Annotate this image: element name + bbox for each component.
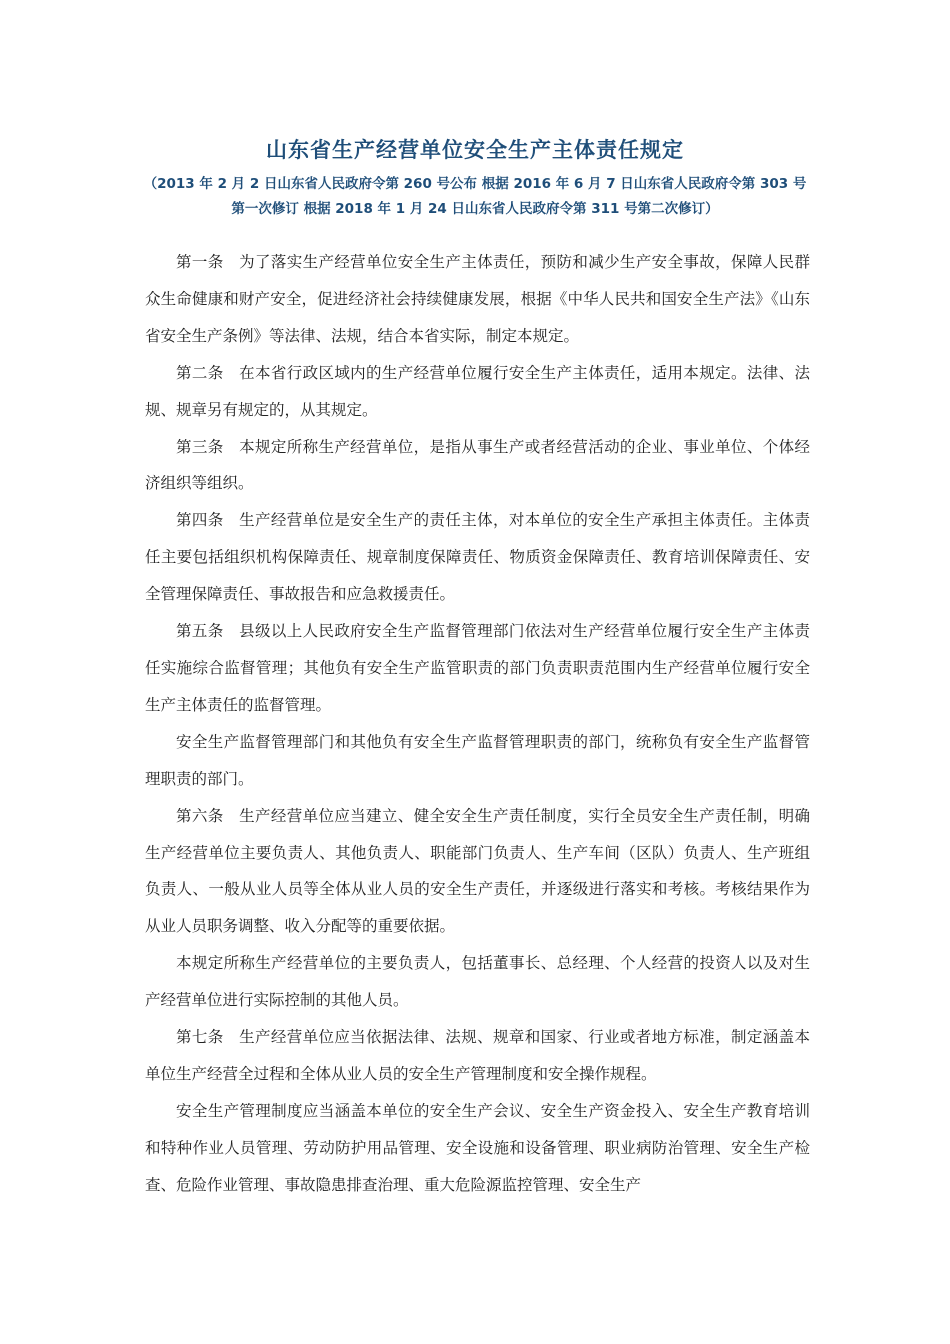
paragraph-text: 本规定所称生产经营单位，是指从事生产或者经营活动的企业、事业单位、个体经济组织等组织。 — [145, 437, 810, 493]
subtitle-line-2: 第一次修订 根据 2018 年 1 月 24 日山东省人民政府令第 311 号第二次修订） — [231, 201, 719, 217]
article-number: 第四条 — [176, 511, 224, 530]
paragraph-text: 生产经营单位应当建立、健全安全生产责任制度，实行全员安全生产责任制，明确生产经营单位主要负责人、其他负责人、职能部门负责人、生产车间（区队）负责人、生产班组负责人、一般从业人员等全体从业人员的安全生产责任，并逐级进行落实和考核。考核结果作为从业人员职务调整、收入分配等的重要依据。 — [145, 806, 810, 936]
paragraph-article-7 — [145, 1019, 810, 1093]
paragraph-text: 县级以上人民政府安全生产监督管理部门依法对生产经营单位履行安全生产主体责任实施综合监督管理；其他负有安全生产监管职责的部门负责职责范围内生产经营单位履行安全生产主体责任的监督管理。 — [145, 622, 810, 714]
paragraph-article-6-continued — [145, 945, 810, 1019]
article-number: 第六条 — [176, 806, 224, 825]
paragraph-article-3 — [145, 429, 810, 503]
paragraph-article-6 — [145, 798, 810, 946]
document-title: 山东省生产经营单位安全生产主体责任规定 — [266, 138, 684, 162]
article-number: 第一条 — [176, 253, 224, 271]
paragraph-article-7-continued — [145, 1093, 810, 1204]
paragraph-text: 安全生产管理制度应当涵盖本单位的安全生产会议、安全生产资金投入、安全生产教育培训和特种作业人员管理、劳动防护用品管理、安全设施和设备管理、职业病防治管理、安全生产检查、危险作业管理、事故隐患排查治理、重大危险源监控管理、安全生产 — [145, 1101, 810, 1194]
paragraph-article-4 — [145, 502, 810, 613]
paragraph-text: 生产经营单位是安全生产的责任主体，对本单位的安全生产承担主体责任。主体责任主要包括组织机构保障责任、规章制度保障责任、物质资金保障责任、教育培训保障责任、安全管理保障责任、事故报告和应急救援责任。 — [145, 511, 810, 604]
article-number: 第三条 — [176, 437, 224, 456]
paragraph-article-1 — [145, 244, 810, 355]
paragraph-text: 本规定所称生产经营单位的主要负责人，包括董事长、总经理、个人经营的投资人以及对生产经营单位进行实际控制的其他人员。 — [145, 954, 810, 1010]
paragraph-text: 在本省行政区域内的生产经营单位履行安全生产主体责任，适用本规定。法律、法规、规章另有规定的，从其规定。 — [145, 363, 810, 419]
paragraph-article-5-continued — [145, 724, 810, 798]
document-header — [0, 132, 950, 222]
article-number: 第二条 — [176, 363, 224, 382]
subtitle-line-1: （2013 年 2 月 2 日山东省人民政府令第 260 号公布 根据 2016 年 6 月 7 日山东省人民政府令第 303 号 — [143, 176, 807, 192]
document-subtitle — [0, 172, 950, 222]
paragraph-text: 安全生产监督管理部门和其他负有安全生产监督管理职责的部门，统称负有安全生产监督管理职责的部门。 — [145, 732, 810, 788]
paragraph-article-2 — [145, 355, 810, 429]
paragraph-text: 生产经营单位应当依据法律、法规、规章和国家、行业或者地方标准，制定涵盖本单位生产经营全过程和全体从业人员的安全生产管理制度和安全操作规程。 — [145, 1028, 810, 1083]
article-number: 第七条 — [176, 1028, 224, 1047]
paragraph-article-5 — [145, 613, 810, 724]
document-body — [145, 244, 810, 1204]
article-number: 第五条 — [176, 622, 224, 641]
paragraph-text: 为了落实生产经营单位安全生产主体责任，预防和减少生产安全事故，保障人民群众生命健康和财产安全，促进经济社会持续健康发展，根据《中华人民共和国安全生产法》《山东省安全生产条例》等法律、法规，结合本省实际，制定本规定。 — [145, 253, 810, 345]
